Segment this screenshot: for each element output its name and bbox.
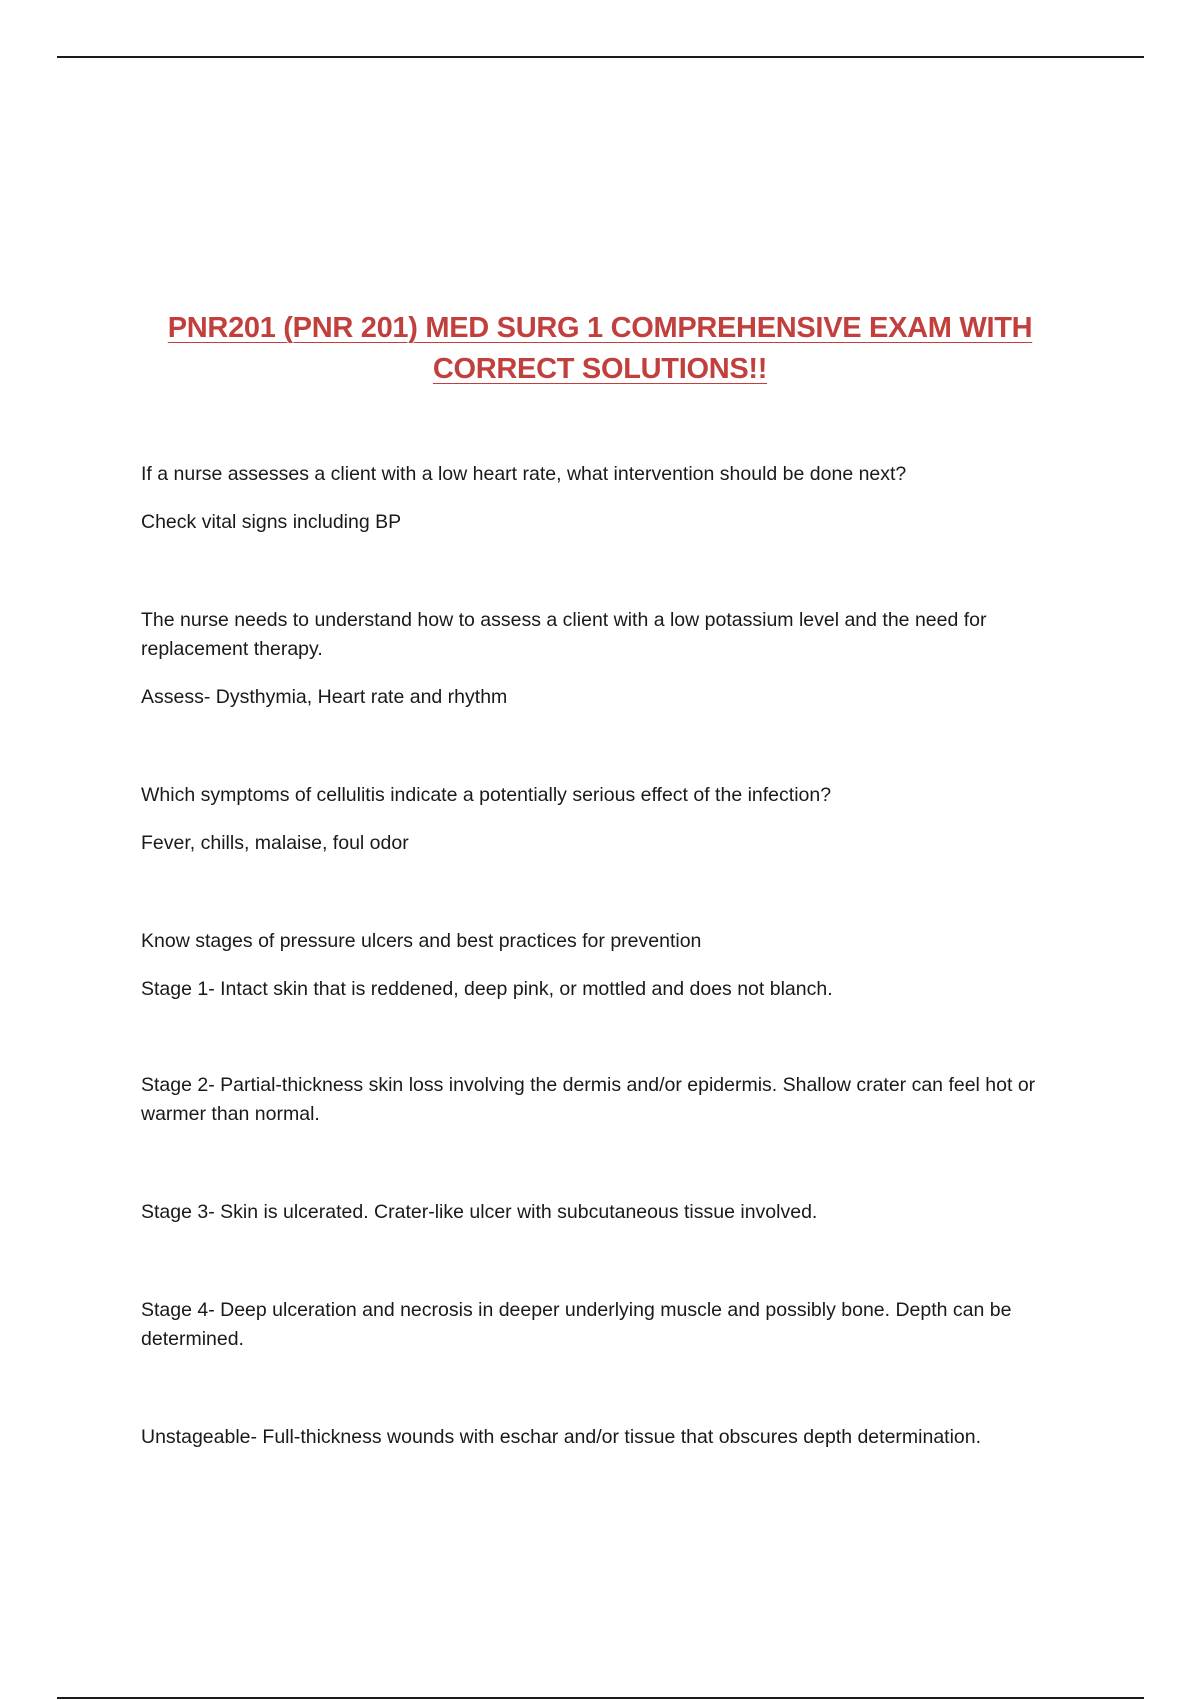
stage-text: Stage 3- Skin is ulcerated. Crater-like ulcer with subcutaneous tissue involved.	[141, 1201, 818, 1223]
question-text: If a nurse assesses a client with a low heart rate, what intervention should be done next?	[141, 463, 907, 485]
question-text: Know stages of pressure ulcers and best practices for prevention	[141, 930, 702, 952]
bottom-rule	[57, 1697, 1144, 1699]
answer-text: Fever, chills, malaise, foul odor	[141, 832, 409, 854]
answer-text: Stage 1- Intact skin that is reddened, deep pink, or mottled and does not blanch.	[141, 978, 833, 1000]
qa-item	[141, 781, 1081, 858]
answer-text: Check vital signs including BP	[141, 511, 402, 533]
document-title: PNR201 (PNR 201) MED SURG 1 COMPREHENSIVE EXAM WITH CORRECT SOLUTIONS!!	[167, 312, 1033, 385]
stage-text: Stage 4- Deep ulceration and necrosis in deeper underlying muscle and possibly bone. Depth can be determined.	[141, 1299, 1012, 1350]
stage-text: Unstageable- Full-thickness wounds with eschar and/or tissue that obscures depth determination.	[141, 1426, 982, 1448]
top-rule	[57, 56, 1144, 58]
qa-item	[141, 927, 1081, 1004]
document-body	[141, 460, 1081, 1452]
question-text: The nurse needs to understand how to assess a client with a low potassium level and the need for replacement therapy.	[141, 609, 987, 660]
qa-item	[141, 460, 1081, 537]
qa-item	[141, 606, 1081, 712]
question-text: Which symptoms of cellulitis indicate a potentially serious effect of the infection?	[141, 784, 832, 806]
stage-text: Stage 2- Partial-thickness skin loss involving the dermis and/or epidermis. Shallow crater can feel hot or warmer than normal.	[141, 1074, 1036, 1125]
answer-text: Assess- Dysthymia, Heart rate and rhythm	[141, 686, 508, 708]
